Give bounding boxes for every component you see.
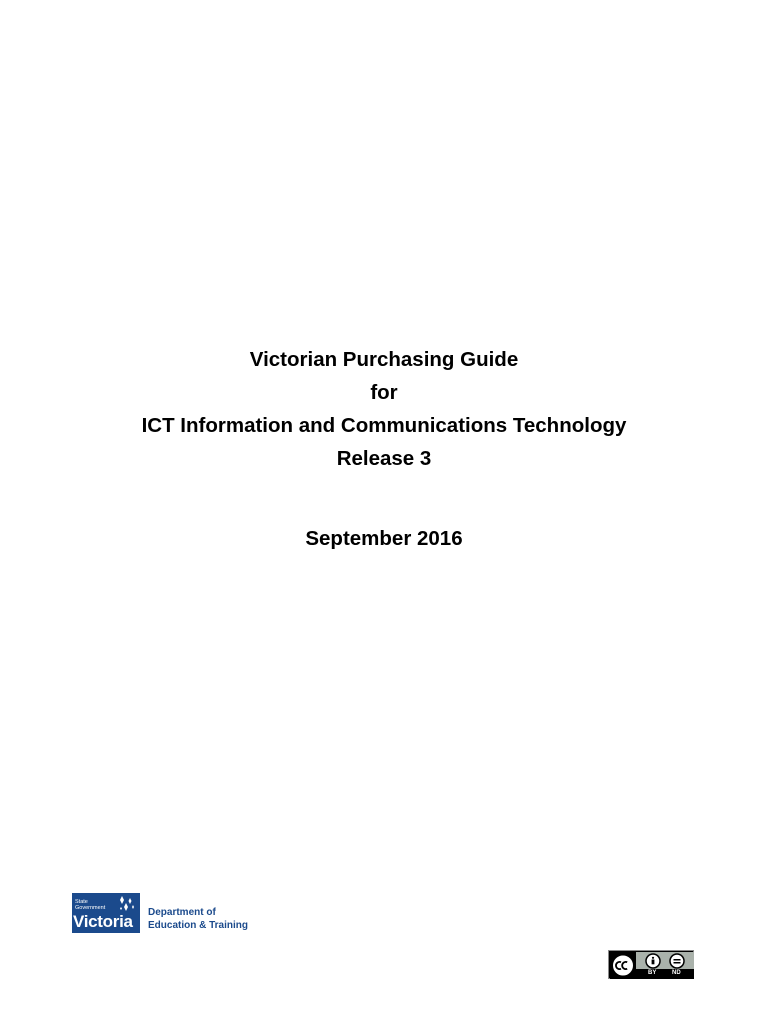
document-date: September 2016 [305,527,463,550]
logo-department-text: Department of Education & Training [148,907,249,931]
cc-icon [612,955,634,977]
logo-state-text: State Government [75,899,106,911]
title-line-3: ICT Information and Communications Technology [141,414,627,437]
title-line-2: for [370,381,398,404]
title-block [0,343,768,475]
logo-wordmark: Victoria [73,912,133,931]
victoria-education-logo [72,893,262,935]
by-label: BY [648,970,657,976]
title-line-4: Release 3 [336,447,432,470]
nd-label: ND [672,970,681,976]
nd-icon [670,954,684,968]
victoria-logo-box [72,893,140,933]
by-icon [646,954,660,968]
cc-license-badge [608,950,694,979]
title-line-1: Victorian Purchasing Guide [249,348,519,371]
